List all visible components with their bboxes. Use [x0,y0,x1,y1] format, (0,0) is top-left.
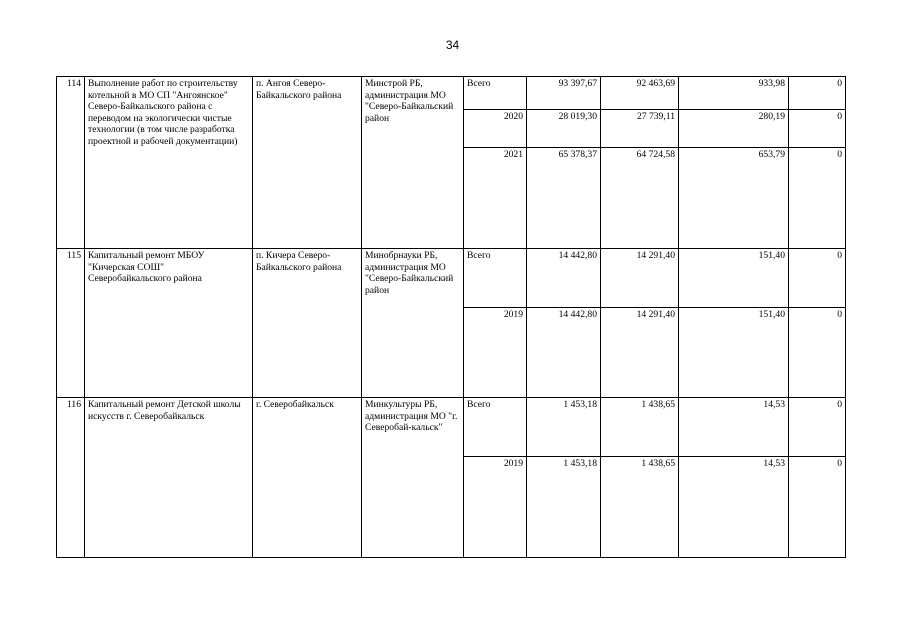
year: 2019 [464,308,527,398]
value-2: 151,40 [679,308,789,398]
total-value: 28 019,30 [527,110,601,148]
responsible-org: Минкультуры РБ, администрация МО "г. Северобай-кальск" [362,398,464,558]
year: 2020 [464,110,527,148]
table-row [57,249,846,308]
value-1: 1 438,65 [601,398,679,457]
table-row [57,77,846,110]
total-value: 14 442,80 [527,249,601,308]
value-3: 0 [789,308,846,398]
funding-source: Всего [464,398,527,457]
row-number: 115 [57,249,85,398]
funding-source: Всего [464,249,527,308]
value-3: 0 [789,249,846,308]
responsible-org: Минстрой РБ, администрация МО "Северо-Байкальский район [362,77,464,249]
page-number: 34 [445,38,460,52]
value-3: 0 [789,398,846,457]
project-location: п. Кичера Северо-Байкальского района [253,249,362,398]
project-location: г. Северобайкальск [253,398,362,558]
project-location: п. Ангоя Северо-Байкальского района [253,77,362,249]
value-2: 14,53 [679,398,789,457]
value-3: 0 [789,457,846,558]
value-2: 151,40 [679,249,789,308]
value-3: 0 [789,148,846,249]
value-3: 0 [789,110,846,148]
value-2: 933,98 [679,77,789,110]
funding-source: Всего [464,77,527,110]
total-value: 1 453,18 [527,457,601,558]
value-1: 14 291,40 [601,249,679,308]
total-value: 1 453,18 [527,398,601,457]
value-2: 14,53 [679,457,789,558]
value-1: 1 438,65 [601,457,679,558]
table-row [57,398,846,457]
value-1: 14 291,40 [601,308,679,398]
project-name: Капитальный ремонт Детской школы искусств г. Северобайкальск [85,398,253,558]
value-1: 27 739,11 [601,110,679,148]
year: 2019 [464,457,527,558]
value-3: 0 [789,77,846,110]
project-name: Выполнение работ по строительству котельной в МО СП "Ангоянское" Северо-Байкальского района с переводом на экологически чистые технологии (в том числе разработка проектной и рабочей документации) [85,77,253,249]
projects-table [56,76,846,558]
responsible-org: Минобрнауки РБ, администрация МО "Северо-Байкальский район [362,249,464,398]
total-value: 93 397,67 [527,77,601,110]
value-1: 92 463,69 [601,77,679,110]
value-2: 280,19 [679,110,789,148]
total-value: 65 378,37 [527,148,601,249]
year: 2021 [464,148,527,249]
total-value: 14 442,80 [527,308,601,398]
row-number: 114 [57,77,85,249]
row-number: 116 [57,398,85,558]
project-name: Капитальный ремонт МБОУ "Кичерская СОШ" Северобайкальского района [85,249,253,398]
value-1: 64 724,58 [601,148,679,249]
value-2: 653,79 [679,148,789,249]
